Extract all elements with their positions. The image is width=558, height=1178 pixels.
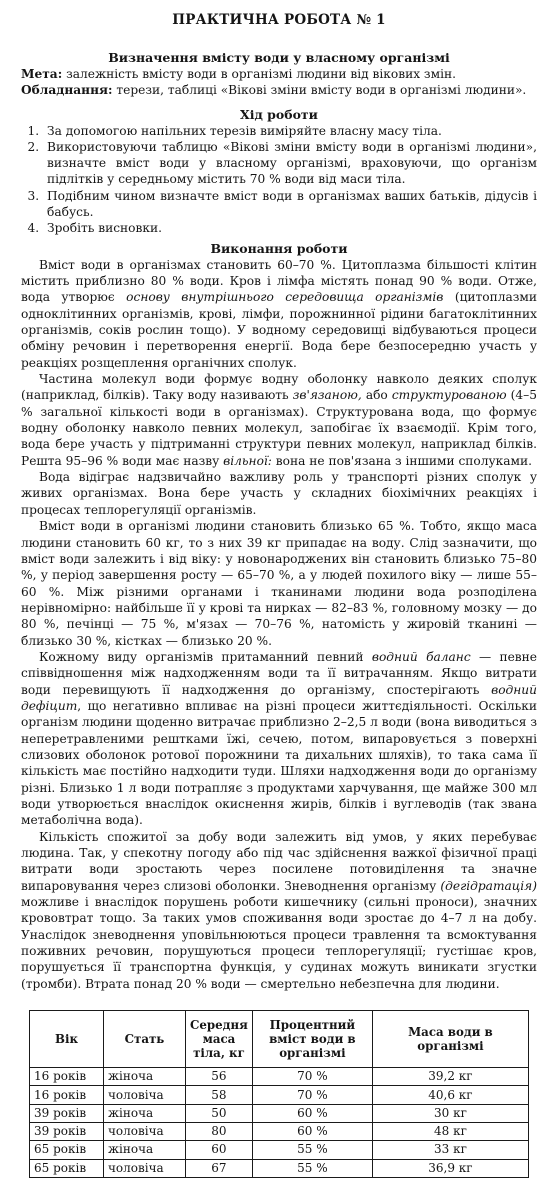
table-cell: 67	[186, 1159, 253, 1177]
table-cell: 55 %	[252, 1159, 372, 1177]
step-item: 1. За допомогою напільних терезів виміряйте власну масу тіла.	[43, 123, 537, 139]
table-cell: чоловіча	[104, 1123, 186, 1141]
table-header-row	[30, 1011, 529, 1068]
procedure-steps	[21, 123, 537, 237]
table-cell: 55 %	[252, 1141, 372, 1159]
paragraph-text: вона не пов'язана з іншими сполуками.	[271, 453, 533, 468]
table-row	[30, 1159, 529, 1177]
column-header: Стать	[104, 1011, 186, 1068]
paragraph-text: Вміст води в організмі людини становить близько 65 %. Тобто, якщо маса людини становить 60 кг, то з них 39 кг припадає на воду. Слід зазначити, що вміст води залежить і від віку: у новонароджених він становить близько 75–80 %, у період завершення росту — 65–70 %, а у людей похилого віку — лише 55–60 %. Між різними органами і тканинами людини вода розподілена нерівномірно: найбільше її у крові та нирках — 82–83 %, головному мозку — до 80 %, печінці — 75 %, м'язах — 70–76 %, натомість у жировій тканині — близько 30 %, кістках — близько 20 %.	[21, 519, 537, 648]
step-item: 4. Зробіть висновки.	[43, 220, 537, 236]
paragraph-text: , що негативно впливає на різні процеси життєдіяльності. Оскільки організм людини щоденно витрачає приблизно 2–2,5 л води (вона виводиться з неперетравленими рештками їжі, сечею, потом, випаровується з поверхні слизових оболонок ротової порожнини та дихальних шляхів), то така сама її кількість має постійно надходити туди. Шляхи надходження води до організму різні. Близько 1 л води потрапляє з продуктами харчування, ще майже 300 мл води утворюється внаслідок окиснення жирів, білків і вуглеводів (так звана метаболічна вода).	[21, 698, 537, 828]
table-row	[30, 1068, 529, 1086]
paragraph-text: Вода відіграє надзвичайно важливу роль у транспорті різних сполук у живих організмах. Вона бере участь у складних біохімічних реакціях і процесах теплорегуляції організмів.	[21, 470, 537, 517]
column-header: Маса води в організмі	[372, 1011, 528, 1068]
emphasized-term: основу внутрішнього середовища організмів	[126, 290, 444, 305]
table-cell: 70 %	[252, 1068, 372, 1086]
emphasized-term: структурованою	[391, 388, 507, 403]
document-page	[21, 0, 537, 1178]
execution-text	[21, 257, 537, 992]
table-cell: 60 %	[252, 1104, 372, 1122]
emphasized-term: зв'язаною,	[292, 388, 362, 403]
table-cell: 56	[186, 1068, 253, 1086]
table-cell: 50	[186, 1104, 253, 1122]
paragraph-text: (цитоплазми одноклітинних організмів, крові, лімфи, порожнинної рідини багатоклітинних організмів, соків рослин тощо). У водному середовищі відбуваються процеси обміну речовин і перетворення енергії. Вода бере безпосередню участь у реакціях розщеплення органічних сполук.	[21, 290, 537, 370]
column-header: Вік	[30, 1011, 104, 1068]
column-header: Процентний вміст води в організмі	[252, 1011, 372, 1068]
step-item: 2. Використовуючи таблицю «Вікові зміни вмісту води в організмі людини», визначте вміст води у власному організмі, враховуючи, що організм підлітків у середньому містить 70 % води від маси тіла.	[43, 139, 537, 188]
paragraph-text: Кількість спожитої за добу води залежить від умов, у яких перебуває людина. Так, у спекотну погоду або під час здійснення важкої фізичної праці витрати води зростають через посилене потовиділення та значне випаровування через слизові оболонки. Зневоднення організму	[21, 829, 537, 893]
paragraph-text: Частина молекул води формує водну оболонку навколо деяких сполук (наприклад, білків). Таку воду називають	[21, 372, 537, 403]
goal-line	[21, 66, 537, 82]
paragraph-text: Кожному виду організмів притаманний певний	[39, 649, 372, 664]
table-cell: 33 кг	[372, 1141, 528, 1159]
equipment-label: Обладнання:	[21, 83, 113, 98]
body-paragraph	[21, 469, 537, 518]
paragraph-text: Вміст води в організмах становить 60–70 %. Цитоплазма більшості клітин містить приблизно 80 % води. Кров і лімфа містять понад 90 % води. Отже, вода утворює	[21, 257, 537, 305]
paragraph-text: — певне співвідношення між надходженням води та її витрачанням. Якщо витрати води перевищують її надходження до організму, спостерігають	[21, 649, 537, 697]
body-paragraph	[21, 257, 537, 371]
equipment-text: терези, таблиці «Вікові зміни вмісту води в організмі людини».	[112, 83, 527, 98]
body-paragraph	[21, 371, 537, 469]
column-header: Середня маса тіла, кг	[186, 1011, 253, 1068]
table-cell: жіноча	[104, 1068, 186, 1086]
table-cell: 40,6 кг	[372, 1086, 528, 1104]
step-item: 3. Подібним чином визначте вміст води в організмах ваших батьків, дідусів і бабусь.	[43, 188, 537, 221]
table-cell: 60	[186, 1141, 253, 1159]
table-cell: 30 кг	[372, 1104, 528, 1122]
emphasized-term: вільної:	[223, 453, 272, 468]
execution-heading: Виконання роботи	[210, 240, 348, 256]
table-cell: 39,2 кг	[372, 1068, 528, 1086]
table-cell: 16 років	[30, 1068, 104, 1086]
table-cell: 16 років	[30, 1086, 104, 1104]
table-row	[30, 1141, 529, 1159]
paragraph-text: (4–5 % загальної кількості води в організмах). Структурована вода, що формує водну оболонку навколо певних молекул, запобігає їх взаємодії. Крім того, вода бере участь у підтриманні структури певних молекул, наприклад білків. Решта 95–96 % води має назву	[21, 388, 537, 468]
table-row	[30, 1086, 529, 1104]
table-cell: 70 %	[252, 1086, 372, 1104]
page-title: ПРАКТИЧНА РОБОТА № 1	[172, 12, 386, 28]
procedure-heading: Хід роботи	[240, 106, 318, 122]
goal-label: Мета:	[21, 67, 63, 81]
table-cell: 65 років	[30, 1141, 104, 1159]
body-paragraph	[21, 518, 537, 649]
table-cell: жіноча	[104, 1104, 186, 1122]
emphasized-term: водний дефіцит	[21, 682, 537, 713]
body-paragraph	[21, 829, 537, 992]
table-row	[30, 1104, 529, 1122]
emphasized-term: (дегідратація)	[440, 878, 537, 893]
table-cell: 48 кг	[372, 1123, 528, 1141]
table-cell: чоловіча	[104, 1086, 186, 1104]
table-cell: 58	[186, 1086, 253, 1104]
table-row	[30, 1123, 529, 1141]
emphasized-term: водний баланс	[371, 649, 471, 664]
table-cell: 36,9 кг	[372, 1159, 528, 1177]
table-cell: жіноча	[104, 1141, 186, 1159]
table-cell: 60 %	[252, 1123, 372, 1141]
table-cell: 39 років	[30, 1104, 104, 1122]
table-cell: 80	[186, 1123, 253, 1141]
paragraph-text: можливе і внаслідок порушень роботи кишечнику (сильні проноси), значних крововтрат тощо. За таких умов споживання води зростає до 4–7 л на добу. Унаслідок зневоднення уповільнюються процеси травлення та всмоктування поживних речовин, порушуються процеси теплорегуляції; густішає кров, порушується її транспортна функція, у судинах можуть виникати згустки (тромби). Втрата понад 20 % води — смертельно небезпечна для людини.	[21, 895, 537, 991]
water-content-table	[29, 1010, 529, 1178]
table-cell: 39 років	[30, 1123, 104, 1141]
table-cell: 65 років	[30, 1159, 104, 1177]
table-cell: чоловіча	[104, 1159, 186, 1177]
equipment-line	[21, 82, 537, 98]
table-body	[30, 1068, 529, 1178]
goal-text: залежність вмісту води в організмі людини від вікових змін.	[62, 67, 456, 81]
work-subtitle: Визначення вмісту води у власному організмі	[108, 50, 450, 65]
paragraph-text: або	[361, 388, 392, 403]
body-paragraph	[21, 649, 537, 829]
